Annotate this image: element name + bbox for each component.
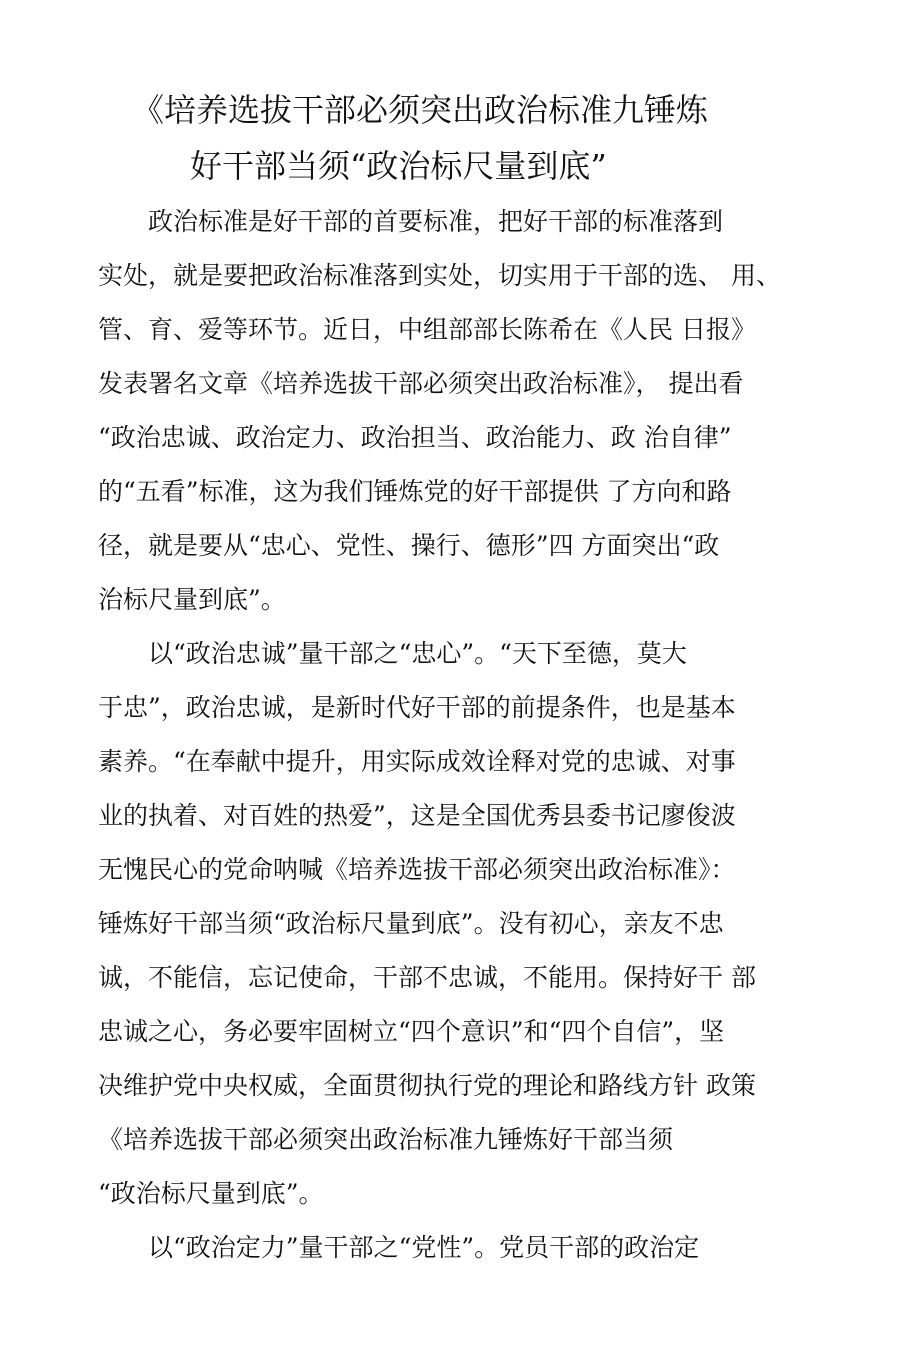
body-text-line: 无愧民心的党命呐喊《培养选拔干部必须突出政治标准》： (98, 855, 736, 884)
body-text-line: “政治标尺量到底”。 (98, 1179, 324, 1208)
body-text-line: 以“政治定力”量干部之“党性”。党员干部的政治定 (98, 1233, 700, 1262)
body-text-line: 的“五看”标准，这为我们锤炼党的好干部提供 了方向和路 (98, 477, 732, 506)
body-text-line: “政治忠诚、政治定力、政治担当、政治能力、政 治自律” (98, 423, 732, 452)
body-text-line: 锤炼好干部当须“政治标尺量到底”。没有初心，亲友不忠 (98, 909, 724, 938)
body-text-line: 忠诚之心，务必要牢固树立“四个意识”和“四个自信”，坚 (98, 1017, 725, 1046)
body-text-line: 发表署名文章《培养选拔干部必须突出政治标准》， 提出看 (98, 369, 744, 398)
body-text-line: 业的执着、对百姓的热爱”，这是全国优秀县委书记廖俊波 (98, 801, 736, 830)
document-title-line-2: 好干部当须“政治标尺量到底” (190, 147, 607, 185)
body-text-line: 诚，不能信，忘记使命，干部不忠诚，不能用。保持好干 部 (98, 963, 756, 992)
document-title-line-1: 《培养选拔干部必须突出政治标准九锤炼 (132, 91, 709, 129)
body-text-line: 以“政治忠诚”量干部之“忠心”。“天下至德，莫大 (98, 639, 687, 668)
body-text-line: 治标尺量到底”。 (98, 585, 286, 614)
body-text-line: 素养。“在奉献中提升，用实际成效诠释对党的忠诚、对事 (98, 747, 736, 776)
body-text-line: 政治标准是好干部的首要标准，把好干部的标准落到 (98, 207, 724, 236)
body-text-line: 《培养选拔干部必须突出政治标准九锤炼好干部当须 (98, 1125, 674, 1154)
body-text-line: 实处，就是要把政治标准落到实处，切实用于干部的选、 用、 (98, 261, 781, 290)
body-text-line: 径，就是要从“忠心、党性、操行、德形”四 方面突出“政 (98, 531, 720, 560)
body-text-line: 管、育、爱等环节。近日，中组部部长陈希在《人民 日报》 (98, 315, 756, 344)
body-text-line: 决维护党中央权威，全面贯彻执行党的理论和路线方针 政策 (98, 1071, 756, 1100)
body-text-line: 于忠”，政治忠诚，是新时代好干部的前提条件，也是基本 (98, 693, 736, 722)
